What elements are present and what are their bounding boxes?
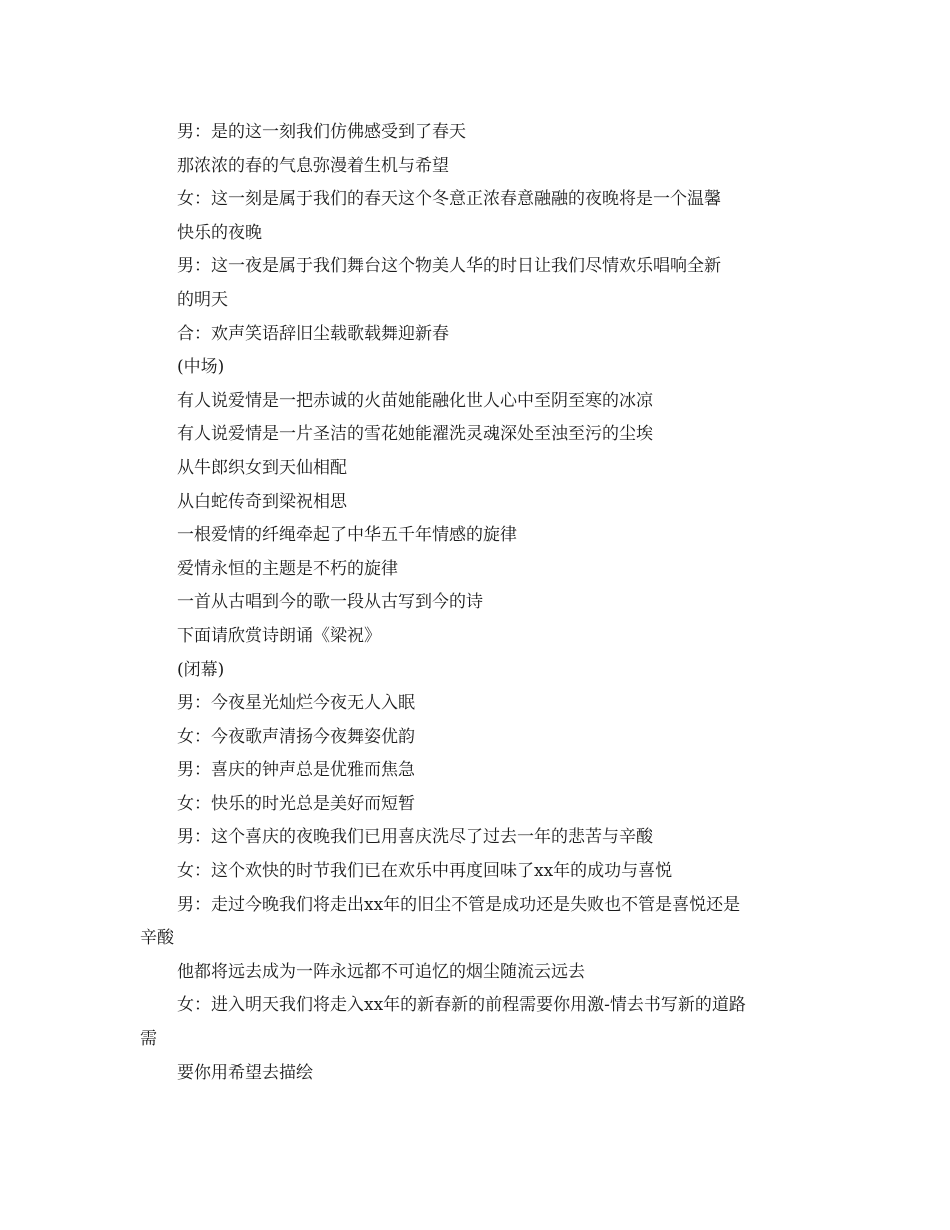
text-line: 男：今夜星光灿烂今夜无人入眠 [177,693,415,714]
text-line: 下面请欣赏诗朗诵《梁祝》 [177,625,381,646]
text-line: 的明天 [177,289,228,310]
text-line: 女：进入明天我们将走入xx年的新春新的前程需要你用激-情去书写新的道路 [177,995,746,1016]
text-line: 需 [140,1029,157,1050]
text-line: 男：是的这一刻我们仿佛感受到了春天 [177,122,466,142]
text-line: 爱情永恒的主题是不朽的旋律 [177,558,398,579]
text-line: 有人说爱情是一片圣洁的雪花她能濯洗灵魂深处至浊至污的尘埃 [177,424,653,445]
stage-direction: (闭幕) [177,659,225,680]
text-line: 有人说爱情是一把赤诚的火苗她能融化世人心中至阴至寒的冰凉 [177,390,653,411]
text-line: 辛酸 [140,928,174,949]
text-line: 一首从古唱到今的歌一段从古写到今的诗 [177,592,483,613]
text-line: 女：这个欢快的时节我们已在欢乐中再度回味了xx年的成功与喜悦 [177,861,673,882]
document-body [0,116,950,1090]
text-line: 一根爱情的纤绳牵起了中华五千年情感的旋律 [177,525,517,546]
text-line: 从白蛇传奇到梁祝相思 [177,491,347,512]
text-line: 合：欢声笑语辞旧尘载歌载舞迎新春 [177,323,449,344]
text-line: 女：今夜歌声清扬今夜舞姿优韵 [177,726,415,747]
text-line: 快乐的夜晚 [177,222,262,243]
text-line: 要你用希望去描绘 [177,1062,313,1083]
stage-direction: (中场) [177,357,225,378]
text-line: 男：喜庆的钟声总是优雅而焦急 [177,760,415,781]
text-line: 他都将远去成为一阵永远都不可追忆的烟尘随流云远去 [177,961,585,982]
text-line: 那浓浓的春的气息弥漫着生机与希望 [177,155,449,176]
text-line: 从牛郎织女到天仙相配 [177,457,347,478]
text-line: 男：这一夜是属于我们舞台这个物美人华的时日让我们尽情欢乐唱响全新 [177,256,721,277]
text-line: 男：走过今晚我们将走出xx年的旧尘不管是成功还是失败也不管是喜悦还是 [177,894,741,915]
text-line: 女：快乐的时光总是美好而短暂 [177,793,415,814]
text-line: 女：这一刻是属于我们的春天这个冬意正浓春意融融的夜晚将是一个温馨 [177,189,721,210]
text-line: 男：这个喜庆的夜晚我们已用喜庆洗尽了过去一年的悲苦与辛酸 [177,827,653,848]
